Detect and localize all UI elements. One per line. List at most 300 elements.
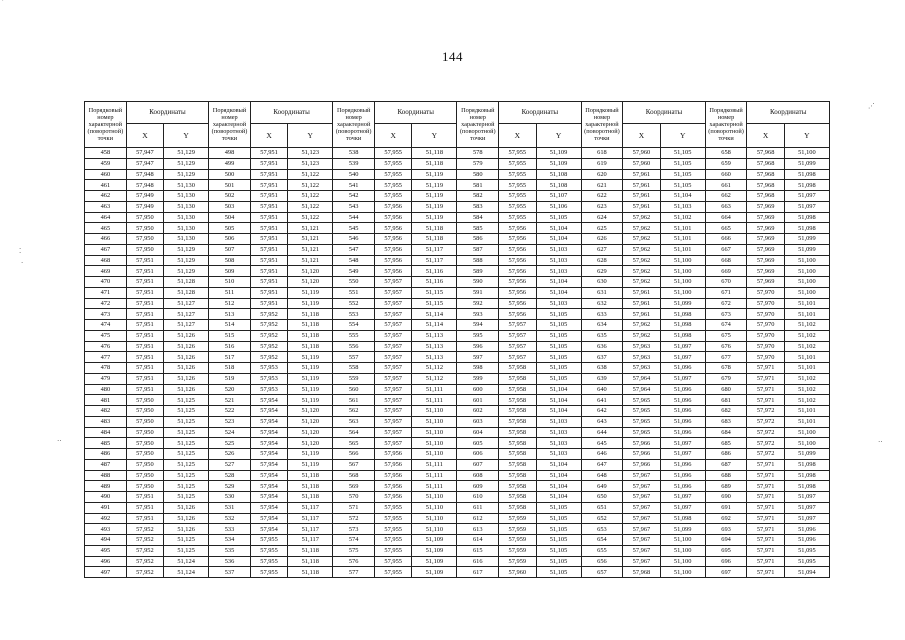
point-number-cell: 639 bbox=[581, 373, 623, 384]
point-number-cell: 566 bbox=[333, 449, 375, 460]
point-number-cell: 662 bbox=[705, 191, 747, 202]
x-coordinate-cell: 57,971 bbox=[747, 470, 784, 481]
table-row bbox=[85, 180, 830, 191]
point-number-cell: 548 bbox=[333, 255, 375, 266]
point-number-cell: 470 bbox=[85, 277, 127, 288]
point-number-header-line: точки bbox=[594, 135, 610, 143]
coordinates-header: Координаты bbox=[747, 102, 830, 124]
x-coordinate-cell: 57,955 bbox=[499, 191, 536, 202]
y-coordinate-cell: 51,097 bbox=[660, 492, 705, 503]
y-coordinate-cell: 51,110 bbox=[412, 524, 457, 535]
point-number-cell: 633 bbox=[581, 309, 623, 320]
y-coordinate-cell: 51,100 bbox=[784, 287, 829, 298]
table-row bbox=[85, 459, 830, 470]
x-coordinate-cell: 57,970 bbox=[747, 352, 784, 363]
point-number-cell: 634 bbox=[581, 320, 623, 331]
point-number-cell: 528 bbox=[209, 470, 251, 481]
y-coordinate-cell: 51,099 bbox=[784, 449, 829, 460]
x-coordinate-cell: 57,960 bbox=[623, 148, 660, 159]
x-coordinate-cell: 57,953 bbox=[250, 363, 287, 374]
x-coordinate-cell: 57,952 bbox=[126, 556, 163, 567]
x-coordinate-cell: 57,970 bbox=[747, 287, 784, 298]
coordinates-header: Координаты bbox=[250, 102, 332, 124]
point-number-cell: 668 bbox=[705, 255, 747, 266]
table-row bbox=[85, 535, 830, 546]
point-number-cell: 537 bbox=[209, 567, 251, 578]
point-number-cell: 601 bbox=[457, 395, 499, 406]
x-column-header: X bbox=[747, 124, 784, 148]
point-number-cell: 508 bbox=[209, 255, 251, 266]
x-coordinate-cell: 57,949 bbox=[126, 201, 163, 212]
x-coordinate-cell: 57,948 bbox=[126, 169, 163, 180]
y-coordinate-cell: 51,099 bbox=[660, 298, 705, 309]
y-coordinate-cell: 51,118 bbox=[412, 234, 457, 245]
y-coordinate-cell: 51,117 bbox=[288, 513, 333, 524]
x-coordinate-cell: 57,955 bbox=[375, 535, 412, 546]
y-coordinate-cell: 51,122 bbox=[288, 212, 333, 223]
point-number-cell: 638 bbox=[581, 363, 623, 374]
y-coordinate-cell: 51,100 bbox=[784, 427, 829, 438]
x-coordinate-cell: 57,960 bbox=[499, 567, 536, 578]
y-coordinate-cell: 51,120 bbox=[288, 438, 333, 449]
x-coordinate-cell: 57,951 bbox=[126, 277, 163, 288]
y-coordinate-cell: 51,105 bbox=[536, 373, 581, 384]
point-number-header-line: точки bbox=[97, 135, 113, 143]
point-number-cell: 630 bbox=[581, 277, 623, 288]
y-coordinate-cell: 51,107 bbox=[536, 191, 581, 202]
point-number-cell: 677 bbox=[705, 352, 747, 363]
y-coordinate-cell: 51,119 bbox=[288, 298, 333, 309]
point-number-header-line: характерной bbox=[212, 120, 247, 128]
x-coordinate-cell: 57,957 bbox=[499, 352, 536, 363]
point-number-cell: 474 bbox=[85, 320, 127, 331]
point-number-cell: 613 bbox=[457, 524, 499, 535]
point-number-cell: 687 bbox=[705, 459, 747, 470]
point-number-cell: 523 bbox=[209, 416, 251, 427]
x-coordinate-cell: 57,967 bbox=[623, 535, 660, 546]
x-coordinate-cell: 57,951 bbox=[250, 180, 287, 191]
y-coordinate-cell: 51,104 bbox=[536, 277, 581, 288]
x-coordinate-cell: 57,952 bbox=[250, 352, 287, 363]
point-number-cell: 458 bbox=[85, 148, 127, 159]
point-number-cell: 527 bbox=[209, 459, 251, 470]
y-coordinate-cell: 51,121 bbox=[288, 244, 333, 255]
x-coordinate-cell: 57,954 bbox=[250, 416, 287, 427]
y-coordinate-cell: 51,118 bbox=[412, 148, 457, 159]
x-coordinate-cell: 57,954 bbox=[250, 406, 287, 417]
point-number-cell: 595 bbox=[457, 330, 499, 341]
y-coordinate-cell: 51,118 bbox=[288, 320, 333, 331]
x-coordinate-cell: 57,955 bbox=[375, 556, 412, 567]
x-coordinate-cell: 57,948 bbox=[126, 180, 163, 191]
x-coordinate-cell: 57,971 bbox=[747, 373, 784, 384]
point-number-cell: 483 bbox=[85, 416, 127, 427]
point-number-cell: 617 bbox=[457, 567, 499, 578]
x-coordinate-cell: 57,957 bbox=[499, 341, 536, 352]
x-coordinate-cell: 57,967 bbox=[623, 524, 660, 535]
y-coordinate-cell: 51,120 bbox=[288, 406, 333, 417]
x-coordinate-cell: 57,957 bbox=[375, 341, 412, 352]
point-number-cell: 584 bbox=[457, 212, 499, 223]
x-coordinate-cell: 57,951 bbox=[250, 234, 287, 245]
y-coordinate-cell: 51,126 bbox=[164, 524, 209, 535]
y-coordinate-cell: 51,125 bbox=[164, 395, 209, 406]
point-number-cell: 510 bbox=[209, 277, 251, 288]
x-coordinate-cell: 57,969 bbox=[747, 201, 784, 212]
y-coordinate-cell: 51,125 bbox=[164, 438, 209, 449]
point-number-cell: 616 bbox=[457, 556, 499, 567]
x-coordinate-cell: 57,956 bbox=[375, 266, 412, 277]
y-coordinate-cell: 51,125 bbox=[164, 545, 209, 556]
table-row bbox=[85, 567, 830, 578]
x-coordinate-cell: 57,950 bbox=[126, 481, 163, 492]
x-coordinate-cell: 57,958 bbox=[499, 416, 536, 427]
point-number-cell: 461 bbox=[85, 180, 127, 191]
point-number-cell: 675 bbox=[705, 330, 747, 341]
x-coordinate-cell: 57,956 bbox=[375, 201, 412, 212]
x-coordinate-cell: 57,953 bbox=[250, 384, 287, 395]
x-coordinate-cell: 57,956 bbox=[375, 481, 412, 492]
x-coordinate-cell: 57,951 bbox=[250, 158, 287, 169]
x-coordinate-cell: 57,970 bbox=[747, 330, 784, 341]
point-number-cell: 572 bbox=[333, 513, 375, 524]
y-coordinate-cell: 51,102 bbox=[784, 395, 829, 406]
point-number-cell: 574 bbox=[333, 535, 375, 546]
point-number-cell: 691 bbox=[705, 502, 747, 513]
x-coordinate-cell: 57,951 bbox=[250, 201, 287, 212]
y-coordinate-cell: 51,097 bbox=[660, 352, 705, 363]
y-coordinate-cell: 51,101 bbox=[660, 244, 705, 255]
point-number-cell: 492 bbox=[85, 513, 127, 524]
x-coordinate-cell: 57,968 bbox=[747, 180, 784, 191]
x-coordinate-cell: 57,962 bbox=[623, 266, 660, 277]
y-coordinate-cell: 51,105 bbox=[536, 524, 581, 535]
y-coordinate-cell: 51,108 bbox=[536, 169, 581, 180]
x-coordinate-cell: 57,951 bbox=[126, 502, 163, 513]
y-coordinate-cell: 51,095 bbox=[784, 556, 829, 567]
point-number-cell: 520 bbox=[209, 384, 251, 395]
y-coordinate-cell: 51,123 bbox=[288, 158, 333, 169]
y-coordinate-cell: 51,102 bbox=[784, 341, 829, 352]
y-coordinate-cell: 51,103 bbox=[536, 427, 581, 438]
point-number-cell: 484 bbox=[85, 427, 127, 438]
point-number-cell: 679 bbox=[705, 373, 747, 384]
y-coordinate-cell: 51,120 bbox=[288, 266, 333, 277]
x-coordinate-cell: 57,955 bbox=[375, 191, 412, 202]
x-coordinate-cell: 57,950 bbox=[126, 395, 163, 406]
x-coordinate-cell: 57,969 bbox=[747, 234, 784, 245]
point-number-cell: 664 bbox=[705, 212, 747, 223]
x-coordinate-cell: 57,954 bbox=[250, 449, 287, 460]
x-coordinate-cell: 57,972 bbox=[747, 427, 784, 438]
point-number-cell: 558 bbox=[333, 363, 375, 374]
x-coordinate-cell: 57,968 bbox=[747, 169, 784, 180]
x-coordinate-cell: 57,962 bbox=[623, 277, 660, 288]
x-coordinate-cell: 57,962 bbox=[623, 320, 660, 331]
point-number-cell: 482 bbox=[85, 406, 127, 417]
y-column-header: Y bbox=[288, 124, 333, 148]
y-coordinate-cell: 51,111 bbox=[412, 481, 457, 492]
y-coordinate-cell: 51,105 bbox=[536, 212, 581, 223]
x-coordinate-cell: 57,952 bbox=[126, 535, 163, 546]
x-coordinate-cell: 57,963 bbox=[623, 352, 660, 363]
x-coordinate-cell: 57,954 bbox=[250, 492, 287, 503]
point-number-header bbox=[705, 102, 747, 148]
y-coordinate-cell: 51,096 bbox=[660, 459, 705, 470]
point-number-cell: 641 bbox=[581, 395, 623, 406]
y-coordinate-cell: 51,115 bbox=[412, 298, 457, 309]
x-coordinate-cell: 57,955 bbox=[375, 513, 412, 524]
point-number-cell: 524 bbox=[209, 427, 251, 438]
y-coordinate-cell: 51,101 bbox=[784, 352, 829, 363]
x-coordinate-cell: 57,972 bbox=[747, 449, 784, 460]
y-coordinate-cell: 51,123 bbox=[288, 148, 333, 159]
point-number-cell: 685 bbox=[705, 438, 747, 449]
y-coordinate-cell: 51,129 bbox=[164, 169, 209, 180]
x-coordinate-cell: 57,955 bbox=[250, 545, 287, 556]
point-number-cell: 621 bbox=[581, 180, 623, 191]
x-coordinate-cell: 57,962 bbox=[623, 212, 660, 223]
y-coordinate-cell: 51,122 bbox=[288, 191, 333, 202]
point-number-header-line: (поворотной) bbox=[708, 128, 744, 136]
y-coordinate-cell: 51,130 bbox=[164, 201, 209, 212]
point-number-cell: 542 bbox=[333, 191, 375, 202]
y-coordinate-cell: 51,096 bbox=[784, 535, 829, 546]
x-coordinate-cell: 57,955 bbox=[375, 148, 412, 159]
table-row bbox=[85, 352, 830, 363]
x-coordinate-cell: 57,958 bbox=[499, 384, 536, 395]
point-number-cell: 499 bbox=[209, 158, 251, 169]
point-number-header bbox=[333, 102, 375, 148]
table-row bbox=[85, 212, 830, 223]
point-number-cell: 550 bbox=[333, 277, 375, 288]
y-coordinate-cell: 51,110 bbox=[412, 513, 457, 524]
point-number-cell: 582 bbox=[457, 191, 499, 202]
x-coordinate-cell: 57,958 bbox=[499, 470, 536, 481]
point-number-cell: 669 bbox=[705, 266, 747, 277]
y-coordinate-cell: 51,127 bbox=[164, 298, 209, 309]
y-coordinate-cell: 51,105 bbox=[536, 513, 581, 524]
point-number-cell: 563 bbox=[333, 416, 375, 427]
point-number-cell: 488 bbox=[85, 470, 127, 481]
point-number-cell: 594 bbox=[457, 320, 499, 331]
y-coordinate-cell: 51,100 bbox=[660, 545, 705, 556]
y-coordinate-cell: 51,118 bbox=[288, 330, 333, 341]
x-coordinate-cell: 57,969 bbox=[747, 244, 784, 255]
y-coordinate-cell: 51,109 bbox=[412, 556, 457, 567]
y-coordinate-cell: 51,097 bbox=[660, 449, 705, 460]
point-number-cell: 672 bbox=[705, 298, 747, 309]
x-coordinate-cell: 57,957 bbox=[375, 363, 412, 374]
x-coordinate-cell: 57,968 bbox=[747, 191, 784, 202]
y-coordinate-cell: 51,122 bbox=[288, 169, 333, 180]
x-coordinate-cell: 57,950 bbox=[126, 212, 163, 223]
x-coordinate-cell: 57,951 bbox=[126, 255, 163, 266]
point-number-cell: 647 bbox=[581, 459, 623, 470]
point-number-header-line: Порядковый bbox=[709, 106, 743, 114]
x-coordinate-cell: 57,955 bbox=[499, 148, 536, 159]
point-number-cell: 459 bbox=[85, 158, 127, 169]
y-coordinate-cell: 51,100 bbox=[660, 556, 705, 567]
y-coordinate-cell: 51,096 bbox=[660, 481, 705, 492]
y-coordinate-cell: 51,102 bbox=[784, 384, 829, 395]
y-coordinate-cell: 51,129 bbox=[164, 266, 209, 277]
y-coordinate-cell: 51,101 bbox=[784, 406, 829, 417]
point-number-cell: 543 bbox=[333, 201, 375, 212]
y-column-header: Y bbox=[660, 124, 705, 148]
point-number-header-line: характерной bbox=[709, 120, 743, 128]
y-coordinate-cell: 51,100 bbox=[784, 277, 829, 288]
y-coordinate-cell: 51,097 bbox=[784, 191, 829, 202]
y-coordinate-cell: 51,125 bbox=[164, 427, 209, 438]
y-coordinate-cell: 51,125 bbox=[164, 481, 209, 492]
point-number-cell: 568 bbox=[333, 470, 375, 481]
x-coordinate-cell: 57,956 bbox=[499, 309, 536, 320]
y-coordinate-cell: 51,121 bbox=[288, 234, 333, 245]
point-number-cell: 564 bbox=[333, 427, 375, 438]
x-coordinate-cell: 57,951 bbox=[126, 513, 163, 524]
point-number-cell: 497 bbox=[85, 567, 127, 578]
point-number-cell: 653 bbox=[581, 524, 623, 535]
x-coordinate-cell: 57,956 bbox=[375, 212, 412, 223]
x-coordinate-cell: 57,972 bbox=[747, 416, 784, 427]
x-coordinate-cell: 57,965 bbox=[623, 406, 660, 417]
point-number-cell: 526 bbox=[209, 449, 251, 460]
point-number-cell: 512 bbox=[209, 298, 251, 309]
y-coordinate-cell: 51,128 bbox=[164, 277, 209, 288]
point-number-cell: 587 bbox=[457, 244, 499, 255]
point-number-header-line: номер bbox=[345, 113, 362, 121]
y-coordinate-cell: 51,103 bbox=[536, 298, 581, 309]
table-row bbox=[85, 373, 830, 384]
y-coordinate-cell: 51,125 bbox=[164, 406, 209, 417]
y-coordinate-cell: 51,098 bbox=[660, 309, 705, 320]
x-coordinate-cell: 57,971 bbox=[747, 545, 784, 556]
x-coordinate-cell: 57,958 bbox=[499, 395, 536, 406]
x-coordinate-cell: 57,959 bbox=[499, 535, 536, 546]
point-number-cell: 476 bbox=[85, 341, 127, 352]
point-number-cell: 674 bbox=[705, 320, 747, 331]
point-number-cell: 519 bbox=[209, 373, 251, 384]
x-coordinate-cell: 57,971 bbox=[747, 502, 784, 513]
point-number-cell: 465 bbox=[85, 223, 127, 234]
y-coordinate-cell: 51,102 bbox=[660, 212, 705, 223]
x-coordinate-cell: 57,958 bbox=[499, 406, 536, 417]
y-coordinate-cell: 51,105 bbox=[536, 341, 581, 352]
x-coordinate-cell: 57,955 bbox=[375, 158, 412, 169]
y-coordinate-cell: 51,098 bbox=[660, 320, 705, 331]
x-coordinate-cell: 57,971 bbox=[747, 363, 784, 374]
y-coordinate-cell: 51,119 bbox=[288, 384, 333, 395]
y-coordinate-cell: 51,110 bbox=[412, 406, 457, 417]
table-row bbox=[85, 191, 830, 202]
x-coordinate-cell: 57,961 bbox=[623, 287, 660, 298]
x-coordinate-cell: 57,950 bbox=[126, 438, 163, 449]
x-coordinate-cell: 57,970 bbox=[747, 298, 784, 309]
point-number-cell: 480 bbox=[85, 384, 127, 395]
x-coordinate-cell: 57,968 bbox=[623, 567, 660, 578]
point-number-cell: 505 bbox=[209, 223, 251, 234]
point-number-cell: 569 bbox=[333, 481, 375, 492]
y-coordinate-cell: 51,121 bbox=[288, 255, 333, 266]
point-number-cell: 579 bbox=[457, 158, 499, 169]
point-number-cell: 521 bbox=[209, 395, 251, 406]
point-number-cell: 525 bbox=[209, 438, 251, 449]
x-coordinate-cell: 57,951 bbox=[250, 255, 287, 266]
y-coordinate-cell: 51,129 bbox=[164, 158, 209, 169]
x-coordinate-cell: 57,958 bbox=[499, 438, 536, 449]
y-coordinate-cell: 51,096 bbox=[660, 363, 705, 374]
point-number-cell: 500 bbox=[209, 169, 251, 180]
x-coordinate-cell: 57,955 bbox=[250, 567, 287, 578]
y-coordinate-cell: 51,126 bbox=[164, 373, 209, 384]
point-number-cell: 655 bbox=[581, 545, 623, 556]
x-coordinate-cell: 57,951 bbox=[250, 244, 287, 255]
point-number-cell: 517 bbox=[209, 352, 251, 363]
x-coordinate-cell: 57,951 bbox=[126, 341, 163, 352]
x-coordinate-cell: 57,969 bbox=[747, 212, 784, 223]
table-row bbox=[85, 244, 830, 255]
x-coordinate-cell: 57,957 bbox=[499, 320, 536, 331]
x-coordinate-cell: 57,955 bbox=[375, 567, 412, 578]
y-coordinate-cell: 51,099 bbox=[784, 234, 829, 245]
coordinates-header: Координаты bbox=[126, 102, 208, 124]
x-column-header: X bbox=[375, 124, 412, 148]
point-number-cell: 489 bbox=[85, 481, 127, 492]
point-number-cell: 469 bbox=[85, 266, 127, 277]
point-number-cell: 486 bbox=[85, 449, 127, 460]
x-coordinate-cell: 57,957 bbox=[375, 352, 412, 363]
y-coordinate-cell: 51,097 bbox=[660, 341, 705, 352]
x-coordinate-cell: 57,967 bbox=[623, 492, 660, 503]
y-coordinate-cell: 51,097 bbox=[660, 438, 705, 449]
x-coordinate-cell: 57,951 bbox=[250, 169, 287, 180]
y-coordinate-cell: 51,119 bbox=[288, 373, 333, 384]
point-number-cell: 577 bbox=[333, 567, 375, 578]
x-coordinate-cell: 57,951 bbox=[250, 298, 287, 309]
x-coordinate-cell: 57,971 bbox=[747, 556, 784, 567]
y-coordinate-cell: 51,119 bbox=[412, 212, 457, 223]
point-number-header-line: номер bbox=[593, 113, 611, 121]
y-coordinate-cell: 51,102 bbox=[784, 373, 829, 384]
point-number-cell: 511 bbox=[209, 287, 251, 298]
y-coordinate-cell: 51,122 bbox=[288, 201, 333, 212]
point-number-cell: 636 bbox=[581, 341, 623, 352]
table-body bbox=[85, 148, 830, 578]
y-coordinate-cell: 51,100 bbox=[660, 535, 705, 546]
point-number-cell: 485 bbox=[85, 438, 127, 449]
y-coordinate-cell: 51,101 bbox=[784, 363, 829, 374]
point-number-cell: 635 bbox=[581, 330, 623, 341]
x-column-header: X bbox=[499, 124, 536, 148]
x-coordinate-cell: 57,964 bbox=[623, 384, 660, 395]
y-coordinate-cell: 51,096 bbox=[660, 406, 705, 417]
point-number-cell: 631 bbox=[581, 287, 623, 298]
x-coordinate-cell: 57,969 bbox=[747, 266, 784, 277]
point-number-cell: 490 bbox=[85, 492, 127, 503]
point-number-cell: 600 bbox=[457, 384, 499, 395]
x-coordinate-cell: 57,951 bbox=[126, 492, 163, 503]
y-coordinate-cell: 51,119 bbox=[412, 180, 457, 191]
x-coordinate-cell: 57,958 bbox=[499, 449, 536, 460]
y-coordinate-cell: 51,110 bbox=[412, 416, 457, 427]
x-coordinate-cell: 57,955 bbox=[375, 524, 412, 535]
point-number-cell: 472 bbox=[85, 298, 127, 309]
x-coordinate-cell: 57,967 bbox=[623, 481, 660, 492]
table-row bbox=[85, 341, 830, 352]
x-coordinate-cell: 57,954 bbox=[250, 470, 287, 481]
point-number-cell: 642 bbox=[581, 406, 623, 417]
